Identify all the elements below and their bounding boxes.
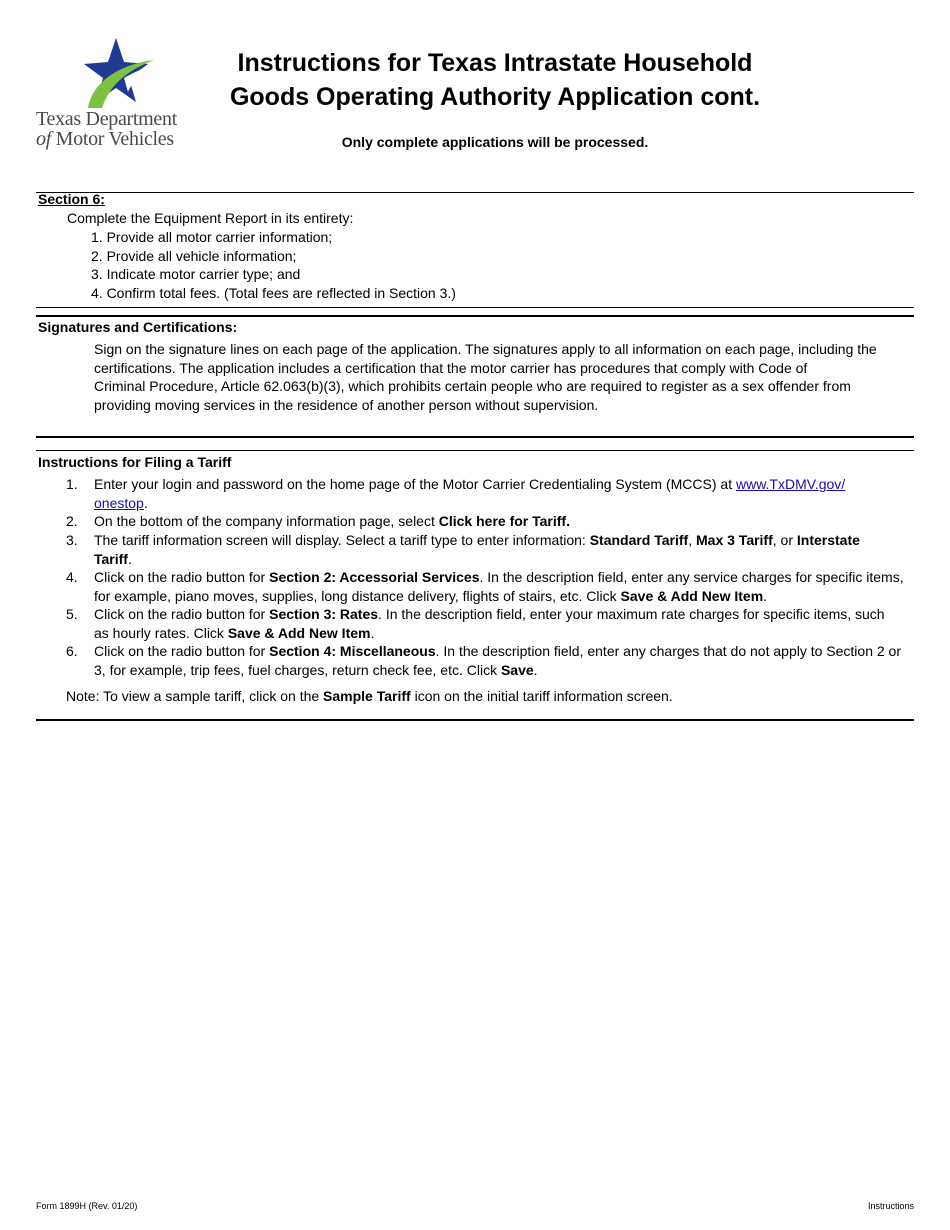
tariff-step-5: Click on the radio button for Section 3: Rates. In the description field, enter your maximum rate charges for specific items, such as hourly rates. Click Save & Add New Item. — [94, 606, 885, 641]
signatures-heading: Signatures and Certifications: — [38, 319, 238, 335]
txdmv-logo — [36, 36, 196, 148]
section6-heading: Section 6: — [38, 191, 105, 207]
tariff-heading: Instructions for Filing a Tariff — [38, 454, 232, 470]
form-number: Form 1899H (Rev. 01/20) — [36, 1201, 138, 1211]
section6-intro: Complete the Equipment Report in its entirety: — [67, 210, 354, 226]
star-logo-icon — [36, 36, 196, 116]
step-number: 5. — [66, 606, 78, 622]
list-item: 3. Indicate motor carrier type; and — [91, 266, 301, 282]
tariff-step-6: Click on the radio button for Section 4: Miscellaneous. In the description field, enter any charges that do not apply to Section 2 or 3, for example, trip fees, fuel charges, return check fee, etc. Click Save. — [94, 643, 902, 678]
footer-label: Instructions — [867, 1201, 914, 1211]
step-number: 3. — [66, 532, 78, 548]
tariff-step-2: On the bottom of the company information page, select Click here for Tariff. — [94, 513, 570, 529]
step-number: 2. — [66, 513, 78, 529]
page-subtitle: Only complete applications will be processed. — [341, 134, 649, 150]
list-item: 1. Provide all motor carrier information; — [91, 229, 333, 245]
mccs-link-cont[interactable]: onestop — [94, 494, 144, 511]
divider — [36, 307, 914, 308]
step-number: 4. — [66, 569, 78, 585]
divider — [36, 436, 914, 438]
section6-list — [91, 228, 456, 302]
logo-text-line1: Texas Department — [36, 108, 177, 130]
divider — [36, 450, 914, 451]
divider — [36, 192, 914, 193]
tariff-step-4: Click on the radio button for Section 2: Accessorial Services. In the description field, enter any service charges for specific items, for example, piano moves, supplies, long distance delivery, flights of stairs, etc. Click Save & Add New Item. — [94, 569, 904, 604]
step-number: 6. — [66, 643, 78, 659]
divider — [36, 719, 914, 721]
page-title: Instructions for Texas Intrastate Household Goods Operating Authority Application cont. — [229, 49, 761, 111]
list-item: 2. Provide all vehicle information; — [91, 247, 297, 264]
tariff-step-1: Enter your login and password on the home page of the Motor Carrier Credentialing System (MCCS) at www.TxDMV.gov/ onestop. — [94, 476, 846, 511]
tariff-step-3: The tariff information screen will display. Select a tariff type to enter information: Standard Tariff, Max 3 Tariff, or Interstate Tariff. — [94, 532, 860, 567]
divider — [36, 315, 914, 317]
signatures-paragraph: Sign on the signature lines on each page of the application. The signatures apply to all information on each page, including the certifications. The application includes a certification that the motor carrier has procedures that comply with Code of Criminal Procedure, Article 62.063(b)(3), which prohibits certain people who are required to register as a sex offender from providing moving services in the residence of another person without supervision. — [94, 341, 877, 413]
mccs-link[interactable]: www.TxDMV.gov/ — [735, 476, 846, 492]
step-number: 1. — [66, 476, 78, 492]
tariff-note: Note: To view a sample tariff, click on the Sample Tariff icon on the initial tariff information screen. — [66, 688, 673, 704]
logo-text-line2: of Motor Vehicles — [36, 128, 174, 150]
list-item: 4. Confirm total fees. (Total fees are reflected in Section 3.) — [91, 284, 456, 301]
